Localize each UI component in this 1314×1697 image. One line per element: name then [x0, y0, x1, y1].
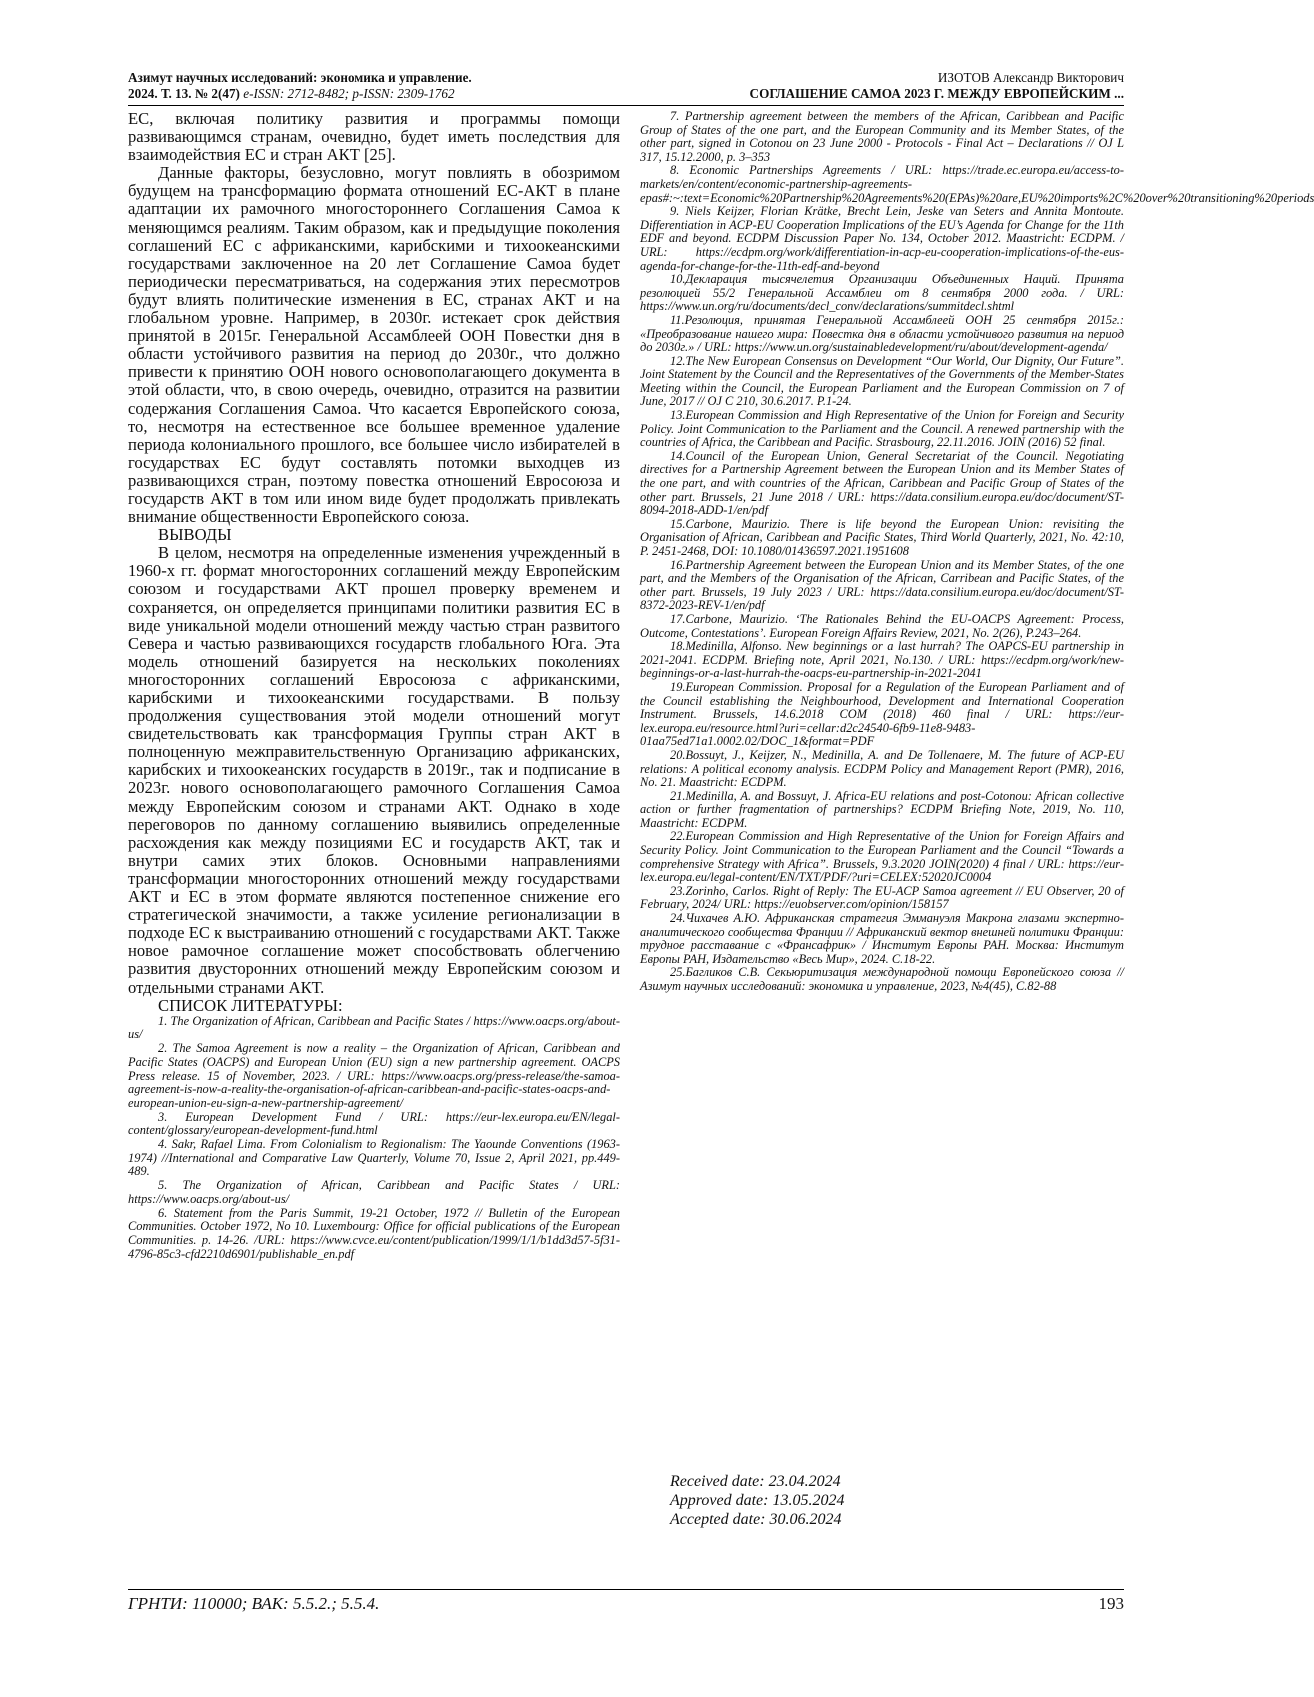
reference-item: 1. The Organization of African, Caribbean and Pacific States / https://www.oacps.org/about-us/ — [128, 1013, 620, 1042]
received-date: Received date: 23.04.2024 — [670, 1473, 841, 1490]
reference-item: 21.Medinilla, A. and Bossuyt, J. Africa-EU relations and post-Cotonou: African collective action or further fragmentation of partnerships? ECDPM Briefing Note, 2019, No. 110, Maastricht: ECDPM. — [640, 788, 1124, 830]
submission-dates — [670, 1472, 844, 1529]
classification-codes: ГРНТИ: 110000; ВАК: 5.5.2.; 5.5.4. — [128, 1594, 380, 1613]
issue-number: 2024. Т. 13. № 2(47) — [128, 86, 240, 101]
reference-item: 25.Багликов С.В. Секьюритизация международной помощи Европейского союза // Азимут научных исследований: экономика и управление, 2023, №4(45), С.82-88 — [640, 965, 1124, 993]
reference-item: 17.Carbone, Maurizio. ‘The Rationales Behind the EU-OACPS Agreement: Process, Outcome, Contestations’. European Foreign Affairs Review, 2021, No. 2(26), P.243–264. — [640, 611, 1124, 640]
reference-item: 4. Sakr, Rafael Lima. From Colonialism to Regionalism: The Yaounde Conventions (1963-1974) //International and Comparative Law Quarterly, Volume 70, Issue 2, April 2021, pp.449-489. — [128, 1137, 620, 1179]
references-list-left — [128, 1015, 620, 1262]
reference-item: 16.Partnership Agreement between the European Union and its Member States, of the one part, and the Members of the Organisation of the African, Carribean and Pacific States, of the other part. Brussels, 19 July 2023 / URL: https://data.consilium.europa.eu/doc/document/ST-8372-2023-REV-1/en/pdf — [640, 557, 1124, 613]
body-paragraph-3: В целом, несмотря на определенные изменения учрежденный в 1960-х гг. формат многосторонних соглашений между Европейским союзом и государствами АКТ прошел проверку временем и сохраняется, он определяется принципами политики развития ЕС в виде уникальной модели отношений между частью стран развитого Севера и частью развивающихся государств глобального Юга. Эта модель отношений базируется на нескольких поколениях многосторонних соглашений Евросоюза с африканскими, карибскими и тихоокеанскими государствами. В пользу продолжения существования этой модели отношений могут свидетельствовать как трансформация Группы стран АКТ в полноценную межправительственную Организацию африканских, карибских и тихоокеанских государств в 2019г., так и подписание в 2023г. нового основополагающего рамочного Соглашения Самоа между Европейским союзом и странами АКТ. Однако в ходе переговоров по данному соглашению выявились определенные расхождения как между позициями ЕС и государств АКТ, так и внутри самих этих блоков. Основными направлениями трансформации многосторонних отношений между государствами АКТ и ЕС в этом формате являются постепенное снижение его стратегической значимости, а также усиление регионализации в подходе ЕС к выстраиванию отношений с государствами АКТ. Также новое рамочное соглашение может способствовать облегчению развития двусторонних отношений между Европейским союзом и отдельными странами АКТ. — [128, 543, 620, 997]
reference-item: 10.Декларация тысячелетия Организации Объединенных Наций. Принята резолюцией 55/2 Генеральной Ассамблеи от 8 сентября 2000 года. / URL: https://www.un.org/ru/documents/decl_conv/declarations/summitdecl.shtml — [640, 272, 1124, 314]
reference-item: 6. Statement from the Paris Summit, 19-21 October, 1972 // Bulletin of the European Communities. October 1972, No 10. Luxembourg: Office for official publications of the European Communities. p. 14-26. /URL: https://www.cvce.eu/content/publication/1999/1/1/b1dd3d57-5f31-4796-85c3-cfd2210d6901/publishable_en.pdf — [128, 1205, 620, 1261]
reference-item: 9. Niels Keijzer, Florian Krätke, Brecht Lein, Jeske van Seters and Annita Montoute. Differentiation in ACP-EU Cooperation Implications of the EU’s Agenda for Change for the 11th EDF and beyond. ECDPM Discussion Paper No. 134, October 2012. Maastricht: ECDPM. / URL: https://ecdpm.org/work/differentiation-in-acp-eu-cooperation-implications-of-the-eus-agenda-for-change-for-the-11th-edf-and-beyond — [640, 204, 1124, 273]
article-header — [604, 70, 1124, 102]
reference-item: 24.Чихачев А.Ю. Африканская стратегия Эммануэля Макрона глазами экспертно-аналитического сообщества Франции // Африканский вектор внешней политики Франции: трудное расставание с «Франсафрик» / Институт Европы РАН. Москва: Институт Европы РАН, Издательство «Весь Мир», 2024. С.18-22. — [640, 911, 1124, 966]
footer-rule — [128, 1589, 1124, 1590]
header-rule — [128, 105, 1124, 106]
reference-item: 22.European Commission and High Representative of the Union for Foreign Affairs and Security Policy. Joint Communication to the European Parliament and the Council “Towards a comprehensive Strategy with Africa”. Brussels, 9.3.2020 JOIN(2020) 4 final / URL: https://eur-lex.europa.eu/legal-content/EN/TXT/PDF/?uri=CELEX:52020JC0004 — [640, 829, 1124, 885]
approved-date: Approved date: 13.05.2024 — [670, 1492, 845, 1509]
accepted-date: Accepted date: 30.06.2024 — [670, 1511, 842, 1528]
reference-item: 23.Zorinho, Carlos. Right of Reply: The EU-ACP Samoa agreement // EU Observer, 20 of February, 2024/ URL: https://euobserver.com/opinion/158157 — [640, 883, 1124, 912]
reference-item: 12.The New European Consensus on Development “Our World, Our Dignity, Our Future”. Joint Statement by the Council and the Representatives of the Governments of the Member-States Meeting within the Council, the European Parliament and the European Commission on 7 of June, 2017 // OJ C 210, 30.6.2017. P.1-24. — [640, 353, 1124, 409]
reference-item: 8. Economic Partnerships Agreements / URL: https://trade.ec.europa.eu/access-to-markets/en/content/economic-partnership-agreements-epas#:~:text=Economic%20Partnership%20Agreements%20(EPAs)%20are,EU%20imports%2C%20over%20transitioning%20periods — [640, 163, 1314, 205]
reference-item: 19.European Commission. Proposal for a Regulation of the European Parliament and of the Council establishing the Neighbourhood, Development and International Cooperation Instrument. Brussels, 14.6.2018 COM (2018) 460 final / URL: https://eur-lex.europa.eu/resource.html?uri=cellar:d2c24540-6fb9-11e8-9483-01aa75ed71a1.0002.02/DOC_1&format=PDF — [640, 679, 1124, 749]
left-column — [128, 110, 620, 1261]
journal-header — [128, 70, 648, 102]
issn: e-ISSN: 2712-8482; p-ISSN: 2309-1762 — [239, 86, 455, 101]
author-name: ИЗОТОВ Александр Викторович — [937, 70, 1124, 85]
page-number: 193 — [1098, 1594, 1124, 1613]
conclusions-heading: ВЫВОДЫ — [158, 525, 232, 545]
reference-item: 15.Carbone, Maurizio. There is life beyond the European Union: revisiting the Organisation of African, Caribbean and Pacific States, Third World Quarterly, 2021, No. 42:10, P. 2451-2468, DOI: 10.1080/01436597.2021.1951608 — [640, 516, 1124, 558]
journal-title: Азимут научных исследований: экономика и управление. — [128, 70, 472, 85]
references-heading: СПИСОК ЛИТЕРАТУРЫ: — [158, 995, 343, 1015]
reference-item: 18.Medinilla, Alfonso. New beginnings or a last hurrah? The OAPCS-EU partnership in 2021-2041. ECDPM. Briefing note, April 2021, No.130. / URL: https://ecdpm.org/work/new-beginnings-or-a-last-hurrah-the-oacps-eu-partnership-in-2021-2041 — [640, 639, 1124, 681]
reference-item: 11.Резолюция, принятая Генеральной Ассамблеей ООН 25 сентября 2015г.: «Преобразование нашего мира: Повестка дня в области устойчивого развития на период до 2030г.» / URL: https://www.un.org/sustainabledevelopment/ru/about/development-agenda/ — [640, 312, 1124, 355]
reference-item: 3. European Development Fund / URL: https://eur-lex.europa.eu/EN/legal-content/glossary/european-development-fund.html — [128, 1109, 620, 1138]
article-title: СОГЛАШЕНИЕ САМОА 2023 Г. МЕЖДУ ЕВРОПЕЙСКИМ ... — [749, 86, 1124, 101]
body-paragraph-1: ЕС, включая политику развития и программы помощи развивающимся странам, очевидно, будет иметь последствия для взаимодействия ЕС и стран АКТ [25]. — [128, 109, 620, 165]
reference-item: 2. The Samoa Agreement is now a reality – the Organization of African, Caribbean and Pacific States (OACPS) and European Union (EU) sign a new partnership agreement. OACPS Press release. 15 of November, 2023. / URL: https://www.oacps.org/press-release/the-samoa-agreement-is-now-a-reality-the-organisation-of-african-caribbean-and-pacific-states-oacps-and-european-union-eu-sign-a-new-partnership-agreement/ — [128, 1041, 620, 1110]
references-list-right — [640, 109, 1314, 994]
reference-item: 7. Partnership agreement between the members of the African, Caribbean and Pacific Group of States of the one part, and the European Community and its Member States, of the other part, signed in Cotonou on 23 June 2000 - Protocols - Final Act – Declarations // OJ L 317, 15.12.2000, p. 3–353 — [640, 109, 1124, 164]
reference-item: 20.Bossuyt, J., Keijzer, N., Medinilla, A. and De Tollenaere, M. The future of ACP-EU relations: A political economy analysis. ECDPM Policy and Management Report (PMR), 2016, No. 21. Maastricht: ECDPM. — [640, 747, 1124, 790]
body-paragraph-2: Данные факторы, безусловно, могут повлиять в обозримом будущем на трансформацию формата отношений ЕС-АКТ в плане адаптации их рамочного многостороннего Соглашения Самоа к меняющимся реалиям. Таким образом, как и предыдущие поколения соглашений ЕС с африканскими, карибскими и тихоокеанскими государствами заключенное на 20 лет Соглашение Самоа будет периодически пересматриваться, на содержания этих пересмотров будут влиять политические изменения в ЕС, странах АКТ и на глобальном уровне. Например, в 2030г. истекает срок действия принятой в 2015г. Генеральной Ассамблеей ООН Повестки дня в области устойчивого развития на период до 2030г., что должно привести к принятию ООН нового основополагающего документа в этой области, что, в свою очередь, очевидно, отразится на развитии содержания Соглашения Самоа. Что касается Европейского союза, то, несмотря на естественное все большее временное удаление периода колониального прошлого, все большее число избирателей в государствах ЕС будут составлять потомки выходцев из развивающихся стран, поэтому повестка отношений Евросоюза и государств АКТ в том или ином виде будет продолжать привлекать внимание общественности Европейского союза. — [128, 163, 620, 527]
reference-item: 14.Council of the European Union, General Secretariat of the Council. Negotiating directives for a Partnership Agreement between the European Union and its Member States of the one part, and with countries of the African, Caribbean and Pacific Group of States of the other part. Brussels, 21 June 2018 / URL: https://data.consilium.europa.eu/doc/document/ST-8094-2018-ADD-1/en/pdf — [640, 448, 1124, 518]
reference-item: 5. The Organization of African, Caribbean and Pacific States / URL: https://www.oacps.org/about-us/ — [128, 1178, 620, 1206]
reference-item: 13.European Commission and High Representative of the Union for Foreign and Security Policy. Joint Communication to the Parliament and the Council. A renewed partnership with the countries of Africa, the Caribbean and Pacific. Strasbourg, 22.11.2016. JOIN (2016) 52 final. — [640, 408, 1124, 450]
